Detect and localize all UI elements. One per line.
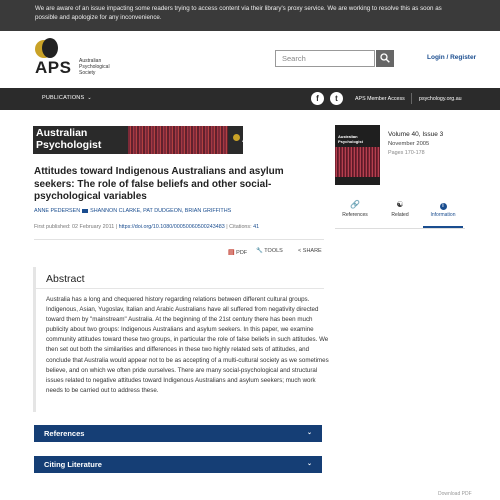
journal-banner[interactable] <box>33 126 261 154</box>
tab-information[interactable] <box>423 196 463 228</box>
separator: | <box>226 224 230 230</box>
pdf-button[interactable] <box>228 248 247 256</box>
chevron-down-icon: ⌄ <box>306 461 312 467</box>
publications-label: PUBLICATIONS <box>42 95 85 101</box>
chevron-down-icon: ⌄ <box>306 430 312 436</box>
citations-label: Citations: <box>229 224 252 230</box>
twitter-icon[interactable]: t <box>330 92 343 105</box>
link-icon: 🔗 <box>350 200 360 209</box>
banner-artwork <box>128 126 228 154</box>
citing-literature-label: Citing Literature <box>44 460 102 469</box>
aps-logo-letters: APS <box>35 58 72 77</box>
search-input[interactable]: Search <box>275 50 375 67</box>
tools-label: TOOLS <box>264 248 283 254</box>
journal-title <box>36 128 101 151</box>
share-label: SHARE <box>302 248 322 254</box>
separator: | <box>115 224 119 230</box>
issue-date: November 2005 <box>388 141 430 147</box>
published-date: First published: 02 February 2011 <box>34 224 115 230</box>
references-accordion[interactable] <box>34 425 322 442</box>
abstract-heading: Abstract <box>46 273 85 285</box>
login-register-link[interactable]: Login / Register <box>427 54 477 61</box>
search-icon <box>380 53 390 63</box>
doi-link[interactable]: https://doi.org/10.1080/00050060500243483 <box>118 224 225 230</box>
tabs-divider <box>335 228 465 229</box>
tools-button[interactable] <box>256 248 283 254</box>
article-title: Attitudes toward Indigenous Australians and asylum seekers: The role of false beliefs and other social-psychological variables <box>34 166 284 202</box>
main-navbar <box>0 88 500 110</box>
nav-divider <box>411 93 412 104</box>
author-link[interactable]: SHANNON CLARKE, PAT DUDGEON, BRIAN GRIFFITHS <box>90 208 232 214</box>
psychology-org-link[interactable]: psychology.org.au <box>419 95 462 102</box>
issue-cover-image[interactable] <box>335 125 380 185</box>
abstract-divider <box>34 288 324 289</box>
citing-literature-accordion[interactable] <box>34 456 322 473</box>
journal-title-line1: Australian <box>36 127 88 139</box>
side-tabs <box>335 196 465 228</box>
author-list <box>34 208 231 214</box>
service-notice: We are aware of an issue impacting some readers trying to access content via their library's proxy service. We are working to resolve this as soon as possible and apologize for any inconvenience. <box>0 0 500 31</box>
divider <box>34 239 324 240</box>
wrench-icon: 🔧 <box>256 248 263 254</box>
pdf-label: PDF <box>236 250 248 256</box>
publications-menu[interactable] <box>42 95 92 101</box>
share-button[interactable] <box>294 248 322 254</box>
tab-references-label: References <box>342 212 368 218</box>
tab-information-label: Information <box>430 212 456 218</box>
email-icon[interactable] <box>82 209 88 213</box>
aps-member-access-link[interactable]: APS Member Access <box>355 95 405 102</box>
chevron-down-icon: ⌄ <box>87 95 92 101</box>
search-button[interactable] <box>376 50 394 67</box>
abstract-text: Australia has a long and chequered history regarding relations between different cultural groups. Indigenous, Asian, Yugoslav, Italian and Arabic Australians have all suffered from negativity directed toward them by "mainstream" Australia. At the beginning of the 21st century there has been much publicity about two groups: Indigenous Australians and asylum seekers. In this paper, we examine community attitudes toward these two groups, in particular the role of false beliefs in such attitudes. We then set out both the similarities and differences in these two highly related sets of attitudes, and conclude that Australia would appear not to be as accepting of a multi-cultural society as we sometimes believe, and on which we often pride ourselves. There are many social-psychological and structural issues related to negative attitudes toward Indigenous Australians and asylum seekers; much work needs to be carried out to address these. <box>46 296 329 394</box>
issue-volume-link[interactable]: Volume 40, Issue 3 <box>388 131 444 138</box>
cover-title: Australian Psychologist <box>338 134 363 144</box>
aps-logo-mark <box>35 40 53 58</box>
network-icon: ☯ <box>396 200 404 209</box>
download-pdf-link[interactable]: Download PDF <box>438 491 472 497</box>
tab-related-label: Related <box>391 212 409 218</box>
pdf-icon: ▤ <box>228 249 235 256</box>
journal-title-line2: Psychologist <box>36 138 102 151</box>
banner-logo-mark <box>233 134 240 141</box>
citations-count[interactable]: 41 <box>253 224 260 230</box>
tab-related[interactable] <box>380 196 420 228</box>
publication-info <box>34 224 259 230</box>
facebook-icon[interactable]: f <box>311 92 324 105</box>
share-icon: ⠀< <box>294 248 302 254</box>
tab-references[interactable] <box>335 196 375 228</box>
banner-aps-letters: APS <box>242 134 261 144</box>
aps-logo[interactable] <box>35 38 115 80</box>
aps-logo-subtitle: Australian Psychological Society <box>79 58 110 76</box>
cover-artwork <box>335 147 380 177</box>
issue-pages: Pages 170-178 <box>388 150 425 156</box>
info-icon: i <box>440 203 447 210</box>
references-label: References <box>44 429 85 438</box>
author-link[interactable]: ANNE PEDERSEN <box>34 208 81 214</box>
